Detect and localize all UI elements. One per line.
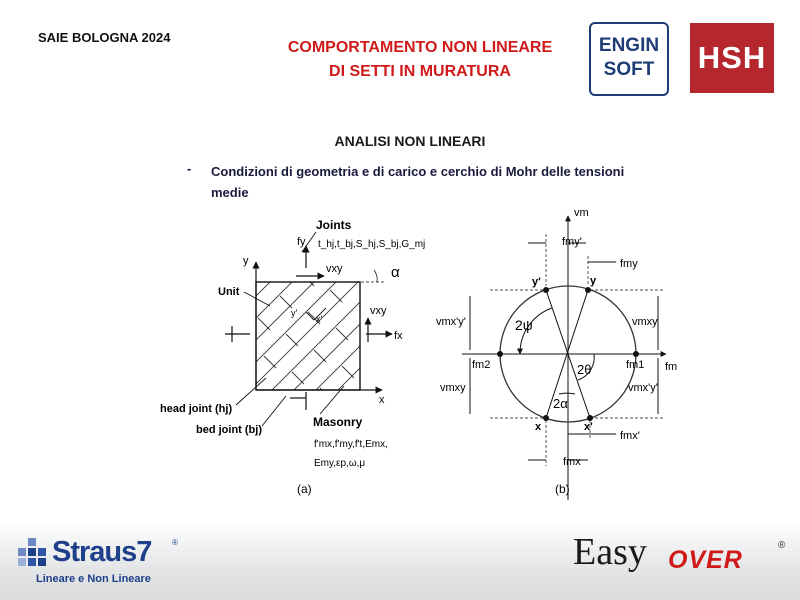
bullet-text: Condizioni di geometria e di carico e cerchio di Mohr delle tensioni medie — [211, 164, 625, 200]
hsh-logo: HSH — [690, 23, 774, 93]
a-y-label: y — [243, 255, 249, 267]
a-alpha-label: α — [391, 264, 400, 281]
figure-b — [436, 207, 677, 500]
fm1-label: fm1 — [626, 359, 645, 371]
figure-a — [160, 218, 478, 496]
unit-label: Unit — [218, 286, 240, 298]
fx-label: fx — [394, 330, 403, 342]
a-y-prime-label: y' — [291, 308, 298, 318]
vxy-right-label: vxy — [370, 305, 387, 317]
enginsoft-logo-line1: ENGIN — [598, 35, 660, 56]
joints-params: t_hj,t_bj,S_hj,S_bj,G_mj — [318, 239, 426, 250]
b-y-label: y — [590, 275, 597, 287]
easyover-logo-easy: Easy — [573, 531, 647, 573]
joints-label: Joints — [316, 218, 352, 232]
bullet-dash: - — [187, 161, 192, 176]
two-alpha-arc — [559, 393, 575, 394]
straus7-registered: ® — [172, 538, 178, 547]
fm-label: fm — [665, 361, 678, 373]
masonry-label: Masonry — [313, 415, 363, 429]
point-fm2 — [497, 351, 503, 357]
fmy-prime-label: fmy' — [562, 236, 582, 248]
figure-diagram — [150, 196, 710, 501]
event-label: SAIE BOLOGNA 2024 — [38, 30, 171, 45]
caption-a: (a) — [297, 482, 312, 496]
b-x-prime-label: x' — [584, 421, 593, 433]
vmx-y-prime-left-label: vmx'y' — [436, 316, 466, 328]
easyover-logo-over: OVER — [668, 546, 743, 574]
easyover-registered: ® — [778, 540, 786, 551]
fy-label: fy — [297, 236, 306, 248]
masonry-params-2: Emy,εp,ω,μ — [314, 458, 366, 469]
b-y-prime-label: y' — [532, 276, 541, 288]
two-psi-label: 2ψ — [515, 317, 533, 333]
straus7-subtitle: Lineare e Non Lineare — [36, 573, 151, 585]
fm2-label: fm2 — [472, 359, 491, 371]
enginsoft-logo-line2: SOFT — [603, 59, 655, 80]
section-title: ANALISI NON LINEARI — [334, 133, 486, 149]
vmx-y-prime-right-label: vmx'y' — [628, 382, 658, 394]
bed-joint-label: bed joint (bj) — [196, 424, 262, 436]
two-alpha-label: 2α — [553, 396, 568, 411]
vm-label: vm — [574, 207, 589, 219]
unit-leader — [244, 292, 270, 306]
masonry-params-1: f'mx,f'my,f't,Emx, — [314, 439, 388, 450]
vmxy-left-label: vmxy — [440, 382, 466, 394]
vxy-top-label: vxy — [326, 263, 343, 275]
fmx-prime-label: fmx' — [620, 430, 640, 442]
point-fm1 — [633, 351, 639, 357]
a-x-prime-label: x' — [316, 314, 323, 324]
masonry-hatch — [236, 272, 478, 434]
a-x-label: x — [379, 394, 385, 406]
fmx-label: fmx — [563, 456, 581, 468]
straus7-logo-text: Straus7 — [52, 536, 152, 568]
straus7-logo-icon — [18, 538, 52, 572]
slide-title — [230, 36, 610, 84]
vmxy-right-label: vmxy — [632, 316, 658, 328]
alpha-arc — [374, 270, 377, 282]
b-x-label: x — [535, 421, 542, 433]
local-y-axis — [306, 312, 314, 320]
slide-title-line2: DI SETTI IN MURATURA — [329, 63, 511, 80]
caption-b: (b) — [555, 482, 570, 496]
head-joint-leader — [236, 378, 266, 405]
bed-joint-leader — [262, 396, 286, 426]
enginsoft-logo — [589, 22, 669, 96]
slide-title-line1: COMPORTAMENTO NON LINEARE — [287, 39, 553, 56]
fmy-label: fmy — [620, 258, 638, 270]
two-theta-label: 2θ — [577, 362, 592, 377]
head-joint-label: head joint (hj) — [160, 403, 233, 415]
